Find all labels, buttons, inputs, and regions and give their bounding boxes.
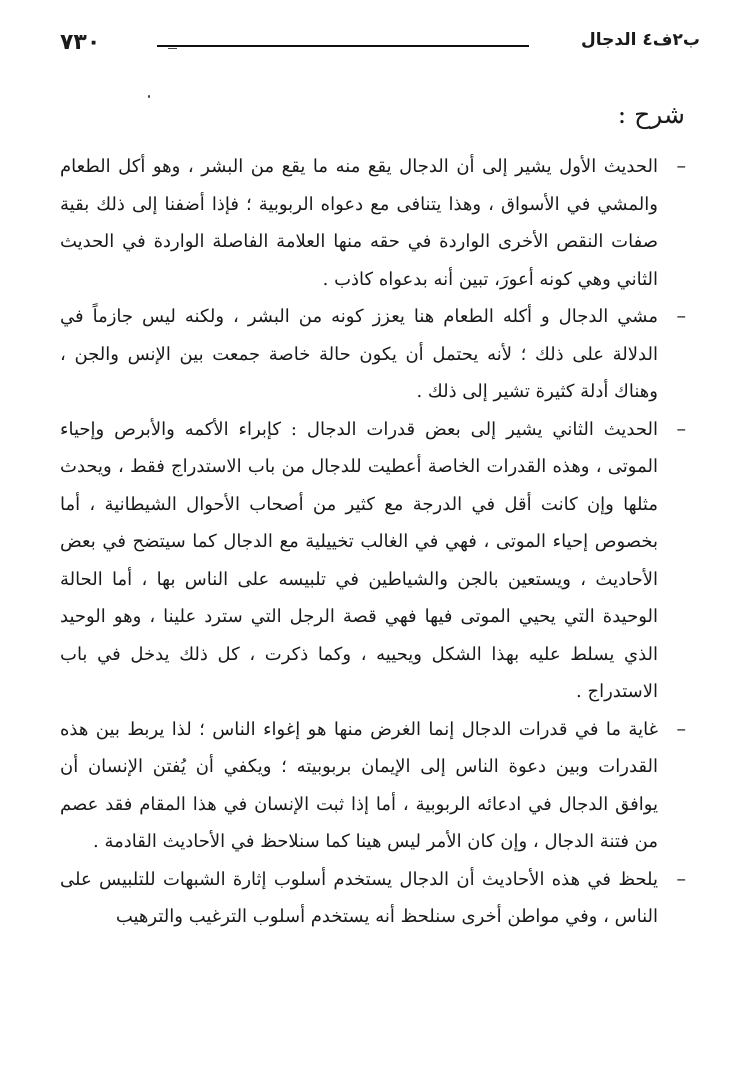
running-header bbox=[60, 28, 700, 64]
chapter-title: ب٢ف٤ الدجال bbox=[581, 30, 700, 50]
paragraph-text: الحديث الأول يشير إلى أن الدجال يقع منه ما يقع من البشر ، وهو أكل الطعام والمشي في الأسواق ، وهذا يتنافى مع دعواه الربوبية ؛ فإذا أضفنا إلى ذلك بقية صفات النقص الأخرى الواردة في حقه منها العلامة الفاصلة الواردة في الحديث الثاني وهي كونه أعورَ، تبين أنه بدعواه كاذب . bbox=[60, 156, 658, 290]
commentary-body bbox=[60, 148, 690, 936]
bullet-dash: – bbox=[676, 867, 686, 890]
page-number: ٧٣٠ bbox=[60, 30, 101, 55]
section-heading: شرح : bbox=[617, 100, 685, 129]
header-rule-line bbox=[157, 45, 529, 47]
commentary-paragraph bbox=[60, 861, 690, 936]
ink-speck bbox=[148, 95, 150, 98]
paragraph-text: الحديث الثاني يشير إلى بعض قدرات الدجال : كإبراء الأكمه والأبرص وإحياء الموتى ، وهذه القدرات الخاصة أعطيت للدجال من باب الاستدراج فقط ، ويحدث مثلها وإن كانت أقل في الدرجة مع كثير من أصحاب الأحوال الشيطانية ، أما بخصوص إحياء الموتى ، فهي في الغالب تخييلية مع الدجال كما سيتضح في بعض الأحاديث ، ويستعين بالجن والشياطين في تلبيسه على الناس بها ، أما الحالة الوحيدة التي يحيي الموتى فيها فهي قصة الرجل التي سترد علينا ، وهو الوحيد الذي يسلط عليه بهذا الشكل ويحييه ، وكما ذكرت ، كل ذلك يدخل في باب الاستدراج . bbox=[60, 418, 658, 702]
bullet-dash: – bbox=[676, 305, 686, 327]
paragraph-text: غاية ما في قدرات الدجال إنما الغرض منها هو إغواء الناس ؛ لذا يربط بين هذه القدرات وبين دعوة الناس إلى الإيمان بربوبيته ؛ ويكفي أن يُفتن الإنسان أن يوافق الدجال في ادعائه الربوبية ، أما إذا ثبت الإنسان في هذا المقام فقد عصم من فتنة الدجال ، وإن كان الأمر ليس هينا كما سنلاحظ في الأحاديث القادمة . bbox=[60, 718, 658, 852]
commentary-paragraph bbox=[60, 148, 690, 298]
bullet-dash: – bbox=[676, 717, 686, 740]
commentary-paragraph bbox=[60, 298, 690, 411]
paragraph-text: يلحظ في هذه الأحاديث أن الدجال يستخدم أسلوب إثارة الشبهات للتلبيس على الناس ، وفي مواطن أخرى سنلحظ أنه يستخدم أسلوب الترغيب والترهيب bbox=[60, 868, 658, 927]
bullet-dash: – bbox=[676, 155, 686, 177]
commentary-paragraph bbox=[60, 711, 690, 861]
header-tick-mark bbox=[168, 48, 177, 49]
paragraph-text: مشي الدجال و أكله الطعام هنا يعزز كونه من البشر ، ولكنه ليس جازماً في الدلالة على ذلك ؛ لأنه يحتمل أن يكون حالة خاصة جمعت بين الإنس والجن ، وهناك أدلة كثيرة تشير إلى ذلك . bbox=[60, 306, 658, 402]
commentary-paragraph bbox=[60, 411, 690, 711]
bullet-dash: – bbox=[676, 417, 686, 440]
